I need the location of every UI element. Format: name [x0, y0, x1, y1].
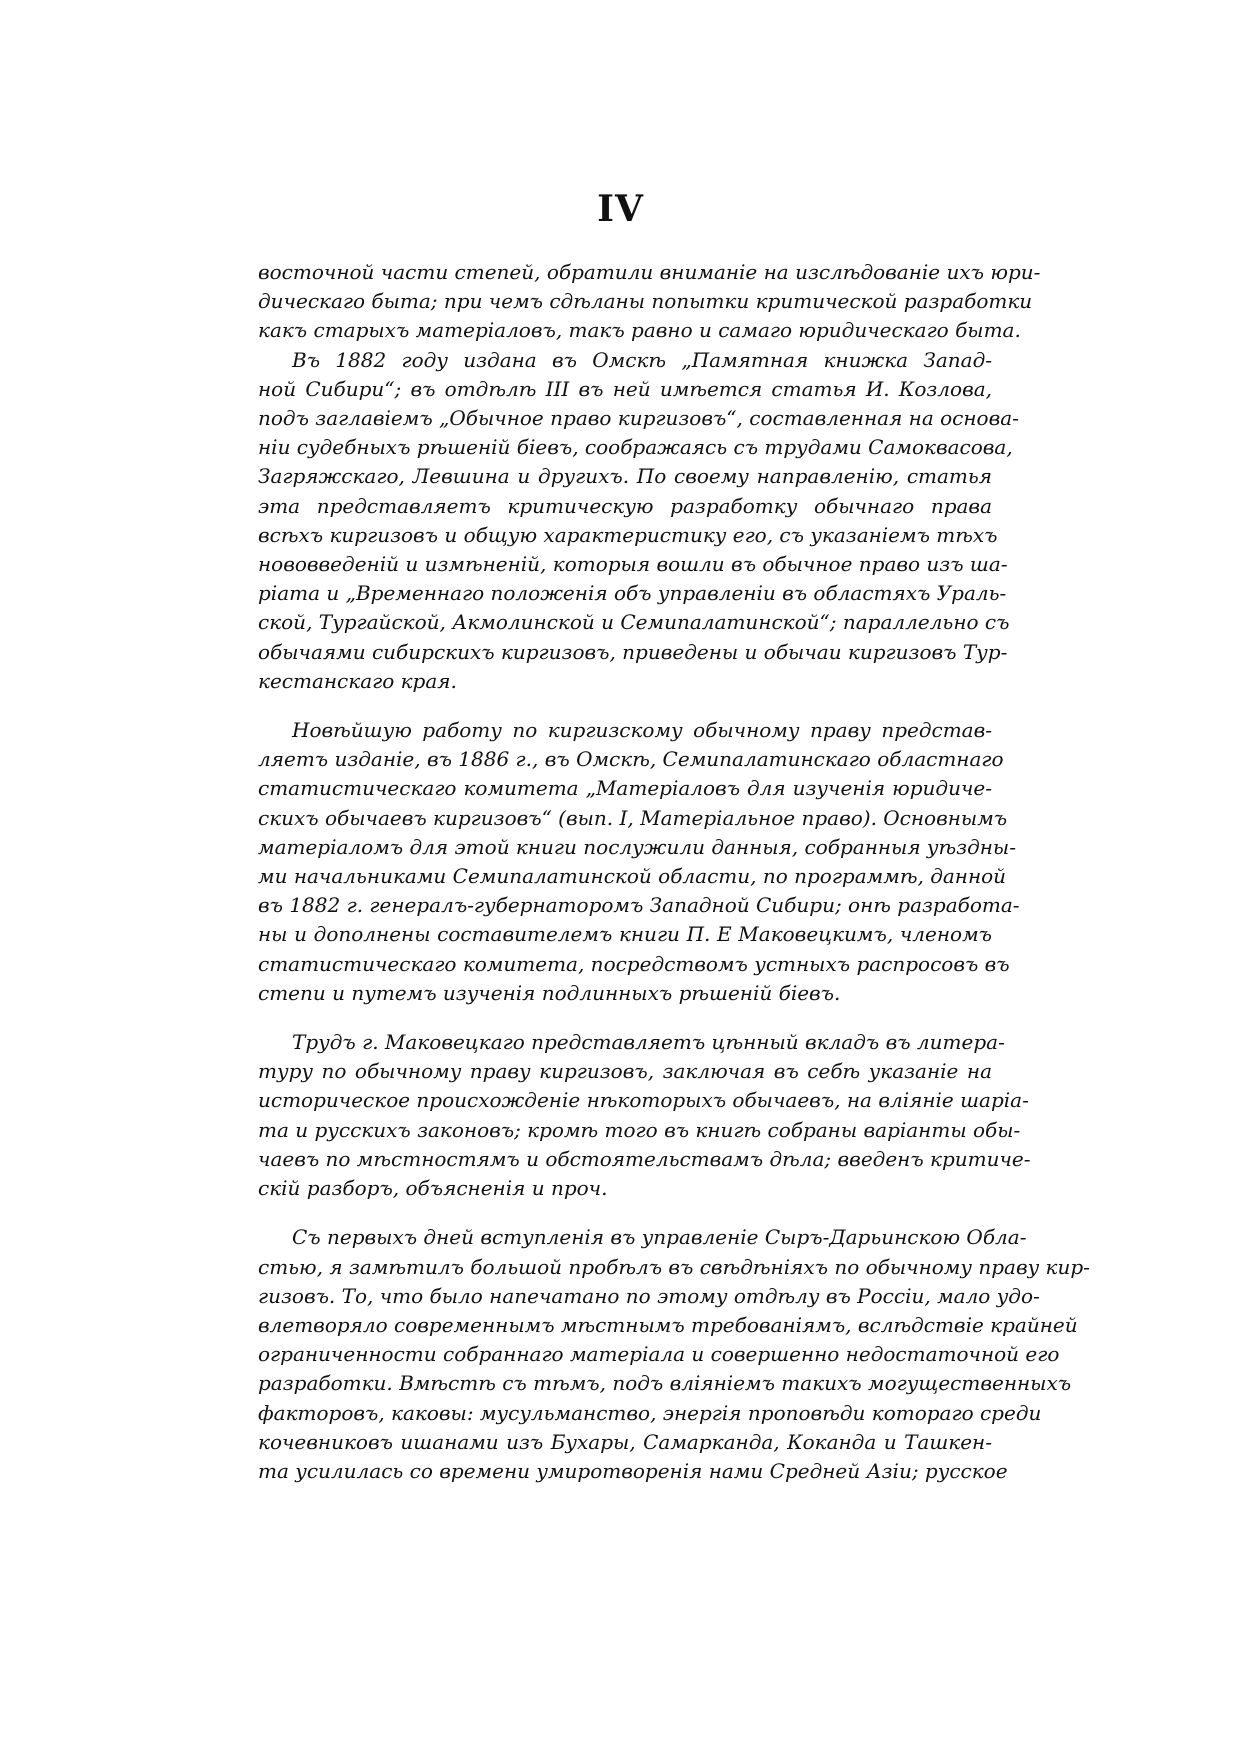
text-line: ніи судебныхъ рѣшеній біевъ, соображаясь съ трудами Самоквасова,	[258, 435, 1013, 460]
text-line: степи и путемъ изученія подлинныхъ рѣшеній біевъ.	[258, 980, 841, 1005]
text-line: ограниченности собраннаго матеріала и совершенно недостаточной его	[258, 1342, 1060, 1367]
text-line: какъ старыхъ матеріаловъ, такъ равно и самаго юридическаго быта.	[258, 318, 1021, 343]
text-line: ріата и „Временнаго положенія объ управленіи въ областяхъ Ураль-	[258, 581, 1007, 606]
text-line: историческое происхожденіе нѣкоторыхъ обычаевъ, на вліяніе шаріа-	[258, 1088, 1029, 1113]
text-line: влетворяло современнымъ мѣстнымъ требованіямъ, вслѣдствіе крайней	[258, 1312, 1078, 1337]
paragraph	[258, 1028, 1031, 1203]
text-line: Новѣйшую работу по киргизскому обычному праву представ-	[292, 718, 992, 743]
text-line: статистическаго комитета „Матеріаловъ для изученія юридиче-	[258, 776, 992, 801]
text-line: скихъ обычаевъ киргизовъ“ (вып. I, Матеріальное право). Основнымъ	[258, 805, 1008, 830]
paragraph	[258, 346, 1019, 696]
text-line: эта представляетъ критическую разработку обычнаго права	[258, 493, 992, 518]
text-line: дическаго быта; при чемъ сдѣланы попытки критической разработки	[258, 289, 1033, 314]
text-line: стью, я замѣтилъ большой пробѣлъ въ свѣдѣніяхъ по обычному праву кир-	[258, 1254, 1090, 1279]
text-line: гизовъ. То, что было напечатано по этому отдѣлу въ Россіи, мало удо-	[258, 1283, 1040, 1308]
text-line: подъ заглавіемъ „Обычное право киргизовъ“, составленная на основа-	[258, 406, 1019, 431]
text-line: туру по обычному праву киргизовъ, заключая въ себѣ указаніе на	[258, 1059, 992, 1084]
paragraph	[258, 1223, 1090, 1486]
text-line: ми начальниками Семипалатинской области, по программѣ, данной	[258, 864, 1007, 889]
text-line: Съ первыхъ дней вступленія въ управленіе Сыръ-Дарьинскою Обла-	[292, 1225, 1027, 1250]
text-line: кестанскаго края.	[258, 668, 457, 693]
body-text	[258, 258, 1090, 1486]
text-line: матеріаломъ для этой книги послужили данныя, собранныя уѣздны-	[258, 834, 1016, 859]
text-line: та усилилась со времени умиротворенія нами Средней Азіи; русское	[258, 1458, 1008, 1483]
text-line: всѣхъ киргизовъ и общую характеристику его, съ указаніемъ тѣхъ	[258, 522, 998, 547]
text-line: кочевниковъ ишанами изъ Бухары, Самарканда, Коканда и Ташкен-	[258, 1429, 992, 1454]
paragraph	[258, 716, 1020, 1008]
text-line: статистическаго комитета, посредствомъ устныхъ распросовъ въ	[258, 951, 1010, 976]
text-line: Въ 1882 году издана въ Омскѣ „Памятная книжка Запад-	[292, 347, 992, 372]
text-line: ляетъ изданіе, въ 1886 г., въ Омскѣ, Семипалатинскаго областнаго	[258, 747, 1004, 772]
paragraph	[258, 258, 1041, 346]
text-line: обычаями сибирскихъ киргизовъ, приведены и обычаи киргизовъ Тур-	[258, 639, 1008, 664]
text-line: ны и дополнены составителемъ книги П. Е Маковецкимъ, членомъ	[258, 922, 992, 947]
text-line: Загряжскаго, Левшина и другихъ. По своему направленію, статья	[258, 464, 992, 489]
text-line: факторовъ, каковы: мусульманство, энергія проповѣди котораго среди	[258, 1400, 1042, 1425]
text-line: скій разборъ, объясненія и проч.	[258, 1176, 608, 1201]
text-line: нововведеній и измѣненій, которыя вошли въ обычное право изъ ша-	[258, 552, 1008, 577]
text-line: разработки. Вмѣстѣ съ тѣмъ, подъ вліяніемъ такихъ могущественныхъ	[258, 1371, 1072, 1396]
page-number: IV	[597, 188, 644, 230]
text-line: въ 1882 г. генералъ-губернаторомъ Западной Сибири; онѣ разработа-	[258, 893, 1020, 918]
text-line: ной Сибири“; въ отдѣлѣ III въ ней имѣется статья И. Козлова,	[258, 376, 992, 401]
text-line: ской, Тургайской, Акмолинской и Семипалатинской“; параллельно съ	[258, 610, 1010, 635]
text-line: чаевъ по мѣстностямъ и обстоятельствамъ дѣла; введенъ критиче-	[258, 1146, 1031, 1171]
text-line: восточной части степей, обратили вниманіе на изслѣдованіе ихъ юри-	[258, 260, 1041, 284]
text-line: Трудъ г. Маковецкаго представляетъ цѣнный вкладъ въ литера-	[292, 1030, 1005, 1055]
text-line: та и русскихъ законовъ; кромѣ того въ книгѣ собраны варіанты обы-	[258, 1117, 1021, 1142]
